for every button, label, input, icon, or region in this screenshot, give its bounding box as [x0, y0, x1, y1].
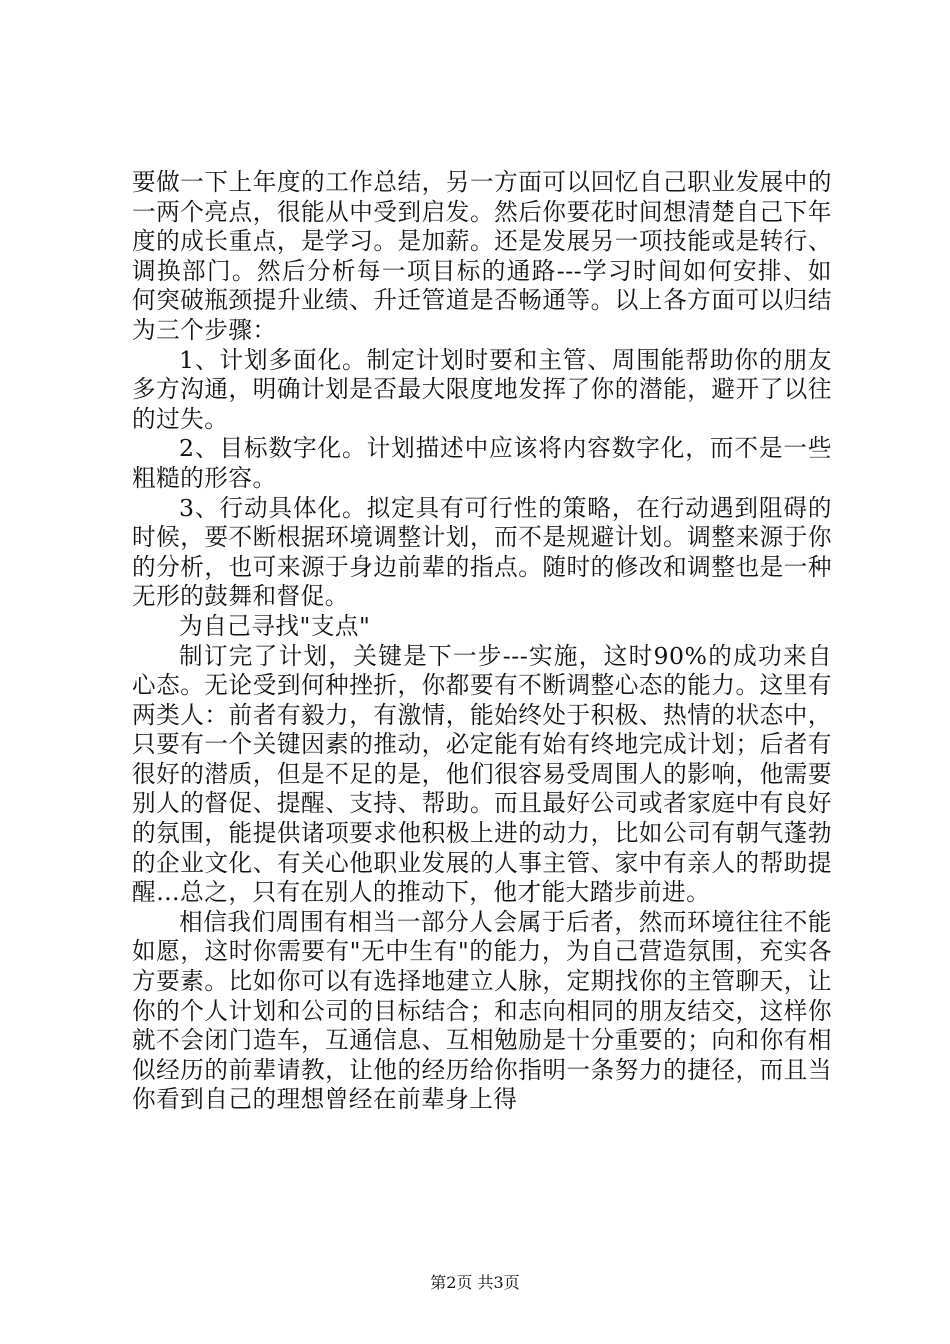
paragraph-mindset: 制订完了计划，关键是下一步---实施，这时90%的成功来自心态。无论受到何种挫折，你都要有不断调整心态的能力。这里有两类人：前者有毅力，有激情，能始终处于积极、热情的状态中，只要有一个关键因素的推动，必定能有始有终地完成计划；后者有很好的潜质，但是不足的是，他们很容易受周围人的影响，他需要别人的督促、提醒、支持、帮助。而且最好公司或者家庭中有良好的氛围，能提供诸项要求他积极上进的动力，比如公司有朝气蓬勃的企业文化、有关心他职业发展的人事主管、家中有亲人的帮助提醒…总之，只有在别人的推动下，他才能大踏步前进。 [132, 641, 832, 907]
paragraph-step-2: 2、目标数字化。计划描述中应该将内容数字化，而不是一些粗糙的形容。 [132, 434, 832, 492]
paragraph-step-1: 1、计划多面化。制定计划时要和主管、周围能帮助你的朋友多方沟通，明确计划是否最大限度地发挥了你的潜能，避开了以往的过失。 [132, 345, 832, 433]
section-heading: 为自己寻找"支点" [179, 611, 371, 640]
paragraph-step-3: 3、行动具体化。拟定具有可行性的策略，在行动遇到阻碍的时候，要不断根据环境调整计划，而不是规避计划。调整来源于你的分析，也可来源于身边前辈的指点。随时的修改和调整也是一种无形的鼓舞和督促。 [132, 493, 832, 611]
paragraph-environment: 相信我们周围有相当一部分人会属于后者，然而环境往往不能如愿，这时你需要有"无中生有"的能力，为自己营造氛围，充实各方要素。比如你可以有选择地建立人脉，定期找你的主管聊天，让你的个人计划和公司的目标结合；和志向相同的朋友结交，这样你就不会闭门造车，互通信息、互相勉励是十分重要的；向和你有相似经历的前辈请教，让他的经历给你指明一条努力的捷径，而且当你看到自己的理想曾经在前辈身上得 [132, 907, 832, 1114]
paragraph-intro: 要做一下上年度的工作总结，另一方面可以回忆自己职业发展中的一两个亮点，很能从中受到启发。然后你要花时间想清楚自己下年度的成长重点，是学习。是加薪。还是发展另一项技能或是转行、调换部门。然后分析每一项目标的通路---学习时间如何安排、如何突破瓶颈提升业绩、升迁管道是否畅通等。以上各方面可以归结为三个步骤： [132, 168, 832, 344]
page-footer: 第2页 共3页 [430, 1273, 520, 1292]
document-body [132, 168, 832, 1115]
